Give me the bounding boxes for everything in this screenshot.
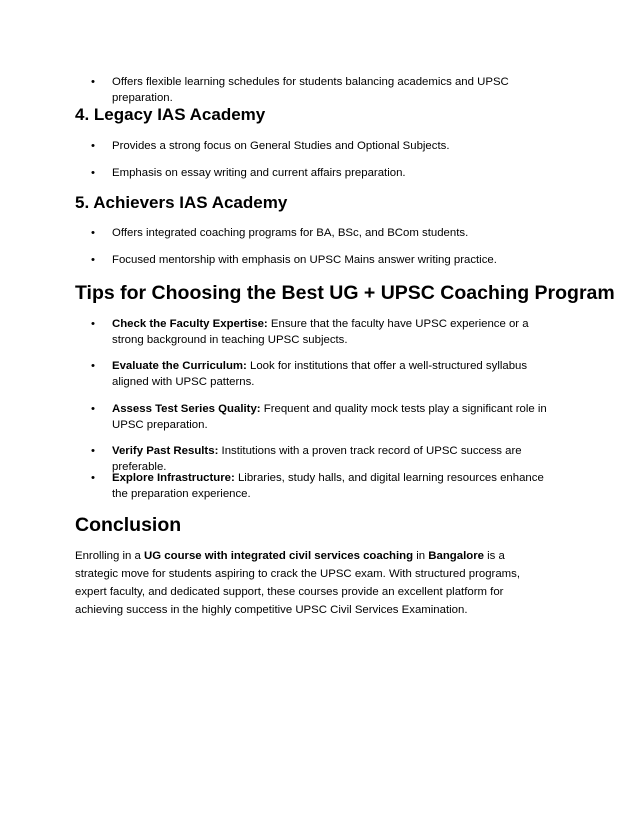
conclusion-bold-2: Bangalore <box>428 550 484 562</box>
list-item-text: Offers flexible learning schedules for students balancing academics and UPSC preparation. <box>112 76 509 104</box>
conclusion-text-2: in <box>413 550 429 562</box>
tips-item-3 <box>0 401 638 433</box>
bullet-marker: • <box>91 140 95 152</box>
bullet-marker: • <box>91 167 95 179</box>
list-item-bold: Check the Faculty Expertise: <box>112 318 268 330</box>
tips-item-2 <box>0 358 638 390</box>
list-item-text: Institutions with a proven track record of UPSC success are preferable. <box>112 445 522 473</box>
list-item <box>75 358 562 390</box>
bullet-marker: • <box>91 403 95 415</box>
list-item-bold: Evaluate the Curriculum: <box>112 360 247 372</box>
tips-heading: Tips for Choosing the Best UG + UPSC Coaching Program <box>75 282 615 304</box>
section4-bullet-list <box>0 138 638 154</box>
conclusion-heading: Conclusion <box>75 514 182 536</box>
list-item-text: Focused mentorship with emphasis on UPSC Mains answer writing practice. <box>112 254 497 266</box>
list-item <box>75 470 562 502</box>
section-heading-legacy: 4. Legacy IAS Academy <box>75 105 266 124</box>
conclusion-paragraph <box>75 547 550 619</box>
bullet-marker: • <box>91 360 95 372</box>
list-item <box>75 225 562 241</box>
bullet-marker: • <box>91 254 95 266</box>
list-item-bold: Verify Past Results: <box>112 445 219 457</box>
bullet-marker: • <box>91 227 95 239</box>
conclusion-text-1: Enrolling in a <box>75 550 145 562</box>
section5-bullet-list-2 <box>0 252 638 268</box>
section5-bullet-list <box>0 225 638 241</box>
bullet-marker: • <box>91 472 95 484</box>
list-item <box>75 74 562 106</box>
list-item-bold: Explore Infrastructure: <box>112 472 235 484</box>
bullet-marker: • <box>91 318 95 330</box>
tips-item-5 <box>0 470 638 502</box>
top-bullet-list <box>0 74 638 106</box>
list-item-text: Ensure that the faculty have UPSC experience or a strong background in teaching UPSC subjects. <box>112 318 529 346</box>
bullet-marker: • <box>91 76 95 88</box>
conclusion-text-3: is a strategic move for students aspiring to crack the UPSC exam. With structured programs, expert faculty, and dedicated support, these courses provide an excellent platform for achieving success in the highly competitive UPSC Civil Services Examination. <box>75 550 521 616</box>
list-item <box>75 316 562 348</box>
list-item-text: Frequent and quality mock tests play a significant role in UPSC preparation. <box>112 403 547 431</box>
list-item-text: Emphasis on essay writing and current affairs preparation. <box>112 167 406 179</box>
list-item-text: Libraries, study halls, and digital learning resources enhance the preparation experience. <box>112 472 544 500</box>
list-item-text: Provides a strong focus on General Studies and Optional Subjects. <box>112 140 450 152</box>
section-heading-achievers: 5. Achievers IAS Academy <box>75 193 288 212</box>
list-item <box>75 401 562 433</box>
section4-bullet-list-2 <box>0 165 638 181</box>
conclusion-bold-1: UG course with integrated civil services coaching <box>144 550 414 562</box>
list-item-bold: Assess Test Series Quality: <box>112 403 261 415</box>
list-item-text: Offers integrated coaching programs for BA, BSc, and BCom students. <box>112 227 469 239</box>
list-item <box>75 138 562 154</box>
list-item <box>75 165 562 181</box>
list-item <box>75 252 562 268</box>
tips-item-1 <box>0 316 638 348</box>
bullet-marker: • <box>91 445 95 457</box>
list-item-text: Look for institutions that offer a well-structured syllabus aligned with UPSC patterns. <box>112 360 528 388</box>
